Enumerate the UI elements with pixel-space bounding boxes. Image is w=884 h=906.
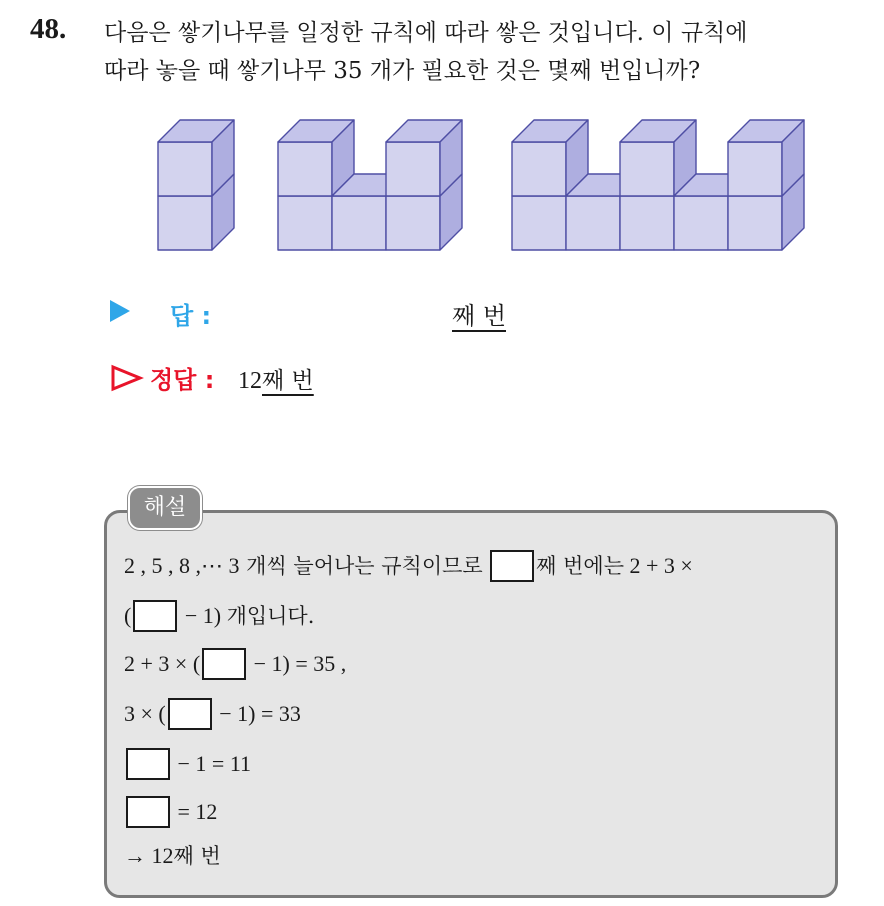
blank-box xyxy=(126,748,170,780)
correct-answer-number: 12 xyxy=(238,368,262,394)
equation-5-end: − 1 = 11 xyxy=(172,751,251,777)
cube-front-face xyxy=(332,196,386,250)
blank-box xyxy=(168,698,212,730)
cube-front-face xyxy=(278,196,332,250)
cube-front-face xyxy=(386,196,440,250)
blank-box xyxy=(133,600,177,632)
stacked-cubes-figure xyxy=(150,108,810,258)
explanation-line-7 xyxy=(124,840,221,870)
cube-front-face xyxy=(386,142,440,196)
cube-front-face xyxy=(620,142,674,196)
correct-answer-unit: 째 번 xyxy=(262,368,314,394)
blank-box xyxy=(126,796,170,828)
cube-front-face xyxy=(674,196,728,250)
answer-blank-unit: 째 번 xyxy=(452,302,506,330)
explanation-tab: 해설 xyxy=(128,486,202,530)
explanation-line-6 xyxy=(124,798,217,830)
equation-3-start: 2 + 3 × ( xyxy=(124,651,201,677)
cube-front-face xyxy=(728,142,782,196)
cube-front-face xyxy=(566,196,620,250)
minus-one-text: − 1) xyxy=(179,603,227,628)
answer-triangle-icon xyxy=(110,300,130,322)
equation-3-end: − 1) = 35 , xyxy=(248,651,347,677)
cube-front-face xyxy=(158,142,212,196)
question-text-line-1: 다음은 쌓기나무를 일정한 규칙에 따라 쌓은 것입니다. 이 규칙에 xyxy=(104,20,748,46)
explanation-expression-start: 2 + 3 × xyxy=(624,553,693,578)
correct-answer-value xyxy=(238,362,314,395)
equation-6-end: = 12 xyxy=(172,799,218,825)
correct-answer-label: 정답 : xyxy=(150,366,215,394)
answer-label: 답 : xyxy=(170,302,212,330)
blank-box xyxy=(202,648,246,680)
explanation-sequence: 2 , 5 , 8 ,⋯ 3 xyxy=(124,553,240,578)
blank-box xyxy=(490,550,534,582)
explanation-nth-text: 째 번에는 xyxy=(536,554,624,578)
explanation-count-text: 개입니다. xyxy=(226,604,315,628)
explanation-line-1 xyxy=(124,550,693,584)
question-number: 48. xyxy=(30,13,67,45)
cube-front-face xyxy=(278,142,332,196)
correct-outline-triangle-icon xyxy=(110,364,144,392)
paren-open: ( xyxy=(124,603,132,628)
cube-front-face xyxy=(512,142,566,196)
explanation-line-4 xyxy=(124,700,301,732)
explanation-line-3 xyxy=(124,650,346,682)
question-text-line-2: 따라 놓을 때 쌓기나무 35 개가 필요한 것은 몇째 번입니까? xyxy=(104,58,701,84)
final-answer-unit: 째 번 xyxy=(173,844,221,868)
explanation-line-5 xyxy=(124,750,251,782)
cube-front-face xyxy=(158,196,212,250)
explanation-line-2 xyxy=(124,600,314,634)
cube-front-face xyxy=(512,196,566,250)
final-answer-number: → 12 xyxy=(124,843,174,868)
cube-front-face xyxy=(620,196,674,250)
equation-4-end: − 1) = 33 xyxy=(213,701,301,727)
equation-4-start: 3 × ( xyxy=(124,701,166,727)
explanation-rule-text: 개씩 늘어나는 규칙이므로 xyxy=(239,554,483,578)
cube-front-face xyxy=(728,196,782,250)
